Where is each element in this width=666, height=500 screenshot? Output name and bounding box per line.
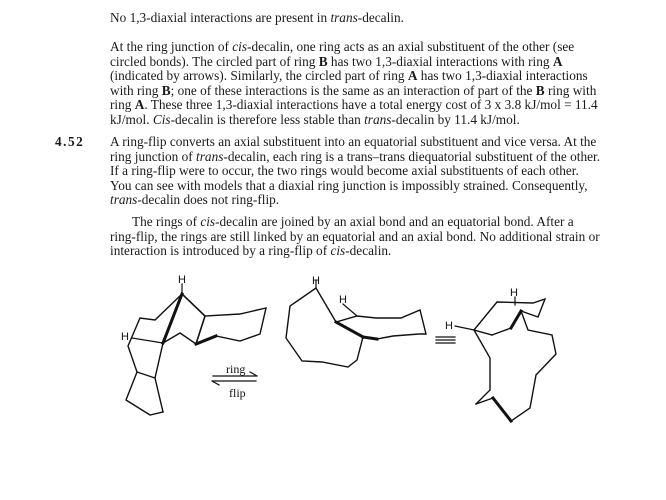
text-run: -decalin are joined by an axial bond and an equatorial bond. After a ring-flip, the rings are still linked by an equatorial and an axial bond. No additional strain or interaction is introduced by a ring-flip of bbox=[110, 214, 600, 259]
cis-decalin-structure-right bbox=[445, 287, 556, 421]
problem-number: 4.52 bbox=[55, 134, 85, 149]
text-run: cis bbox=[330, 243, 346, 259]
text-run: A bbox=[134, 97, 145, 113]
text-run: A bbox=[552, 53, 563, 69]
paragraph-ring-flip-trans bbox=[110, 135, 602, 208]
text-run: -decalin is therefore less stable than bbox=[170, 111, 365, 127]
text-run: trans bbox=[196, 148, 224, 164]
text-run: B bbox=[161, 82, 171, 98]
text-run: has two 1,3-diaxial interactions with ring bbox=[110, 68, 588, 98]
text-run: No 1,3-diaxial interactions are present in bbox=[110, 10, 331, 25]
text-run: B bbox=[318, 53, 328, 69]
text-run: The rings of bbox=[132, 214, 201, 229]
text-run: . These three 1,3-diaxial interactions have a total energy cost of 3 x 3.8 kJ/mol = 11.4 kJ/mol. bbox=[110, 97, 598, 127]
text-run: trans bbox=[364, 111, 392, 127]
hydrogen-label-left: H bbox=[445, 320, 453, 332]
hydrogen-label-left: H bbox=[121, 331, 129, 343]
equivalence-sign bbox=[436, 337, 455, 343]
hydrogen-label-top: H bbox=[178, 274, 186, 286]
text-run: trans bbox=[110, 192, 138, 208]
text-run: -decalin. bbox=[357, 10, 404, 25]
hydrogen-label-top: H bbox=[312, 275, 320, 287]
text-run: A bbox=[407, 68, 418, 84]
text-run: has two 1,3-diaxial interactions with ring bbox=[327, 53, 553, 69]
text-run: -decalin, one ring acts as an axial substituent of the other (see circled bonds). The circled part of ring bbox=[110, 39, 575, 69]
text-run: ring with ring bbox=[110, 82, 597, 113]
ring-flip-label-bottom: flip bbox=[229, 386, 246, 400]
text-run: Cis bbox=[152, 111, 171, 127]
text-run: (indicated by arrows). Similarly, the circled part of ring bbox=[110, 68, 408, 84]
paragraph-trans-decalin-note bbox=[110, 11, 602, 26]
cis-decalin-ring-flip-figure bbox=[0, 265, 666, 435]
text-run: cis bbox=[232, 39, 248, 54]
text-run: A ring-flip converts an axial substituent into an equatorial substituent and vice versa. At the ring junction of bbox=[110, 134, 597, 164]
text-run: cis bbox=[200, 214, 216, 229]
text-run: -decalin does not ring-flip. bbox=[137, 192, 280, 208]
text-run: ; one of these interactions is the same as an interaction of part of the bbox=[170, 82, 536, 98]
cis-decalin-structure-middle bbox=[286, 275, 426, 367]
text-run: -decalin, each ring is a trans–trans diequatorial substituent of the other. If a ring-flip were to occur, the two rings would become axial substituents of each other. You can see with models that a diaxial ring junction is impossibly strained. Consequently, bbox=[110, 148, 601, 193]
hydrogen-label-inner: H bbox=[339, 294, 347, 306]
paragraph-ring-flip-cis bbox=[110, 215, 602, 259]
ring-flip-equilibrium-arrows bbox=[212, 362, 257, 400]
hydrogen-label-top: H bbox=[510, 287, 518, 299]
text-run: trans bbox=[330, 10, 358, 25]
text-run: -decalin. bbox=[345, 243, 392, 259]
text-run: B bbox=[535, 82, 545, 98]
text-run: At the ring junction of bbox=[110, 39, 233, 54]
text-run: -decalin by 11.4 kJ/mol. bbox=[391, 111, 520, 127]
paragraph-cis-decalin-interactions bbox=[110, 40, 602, 128]
ring-flip-label-top: ring bbox=[226, 362, 246, 376]
